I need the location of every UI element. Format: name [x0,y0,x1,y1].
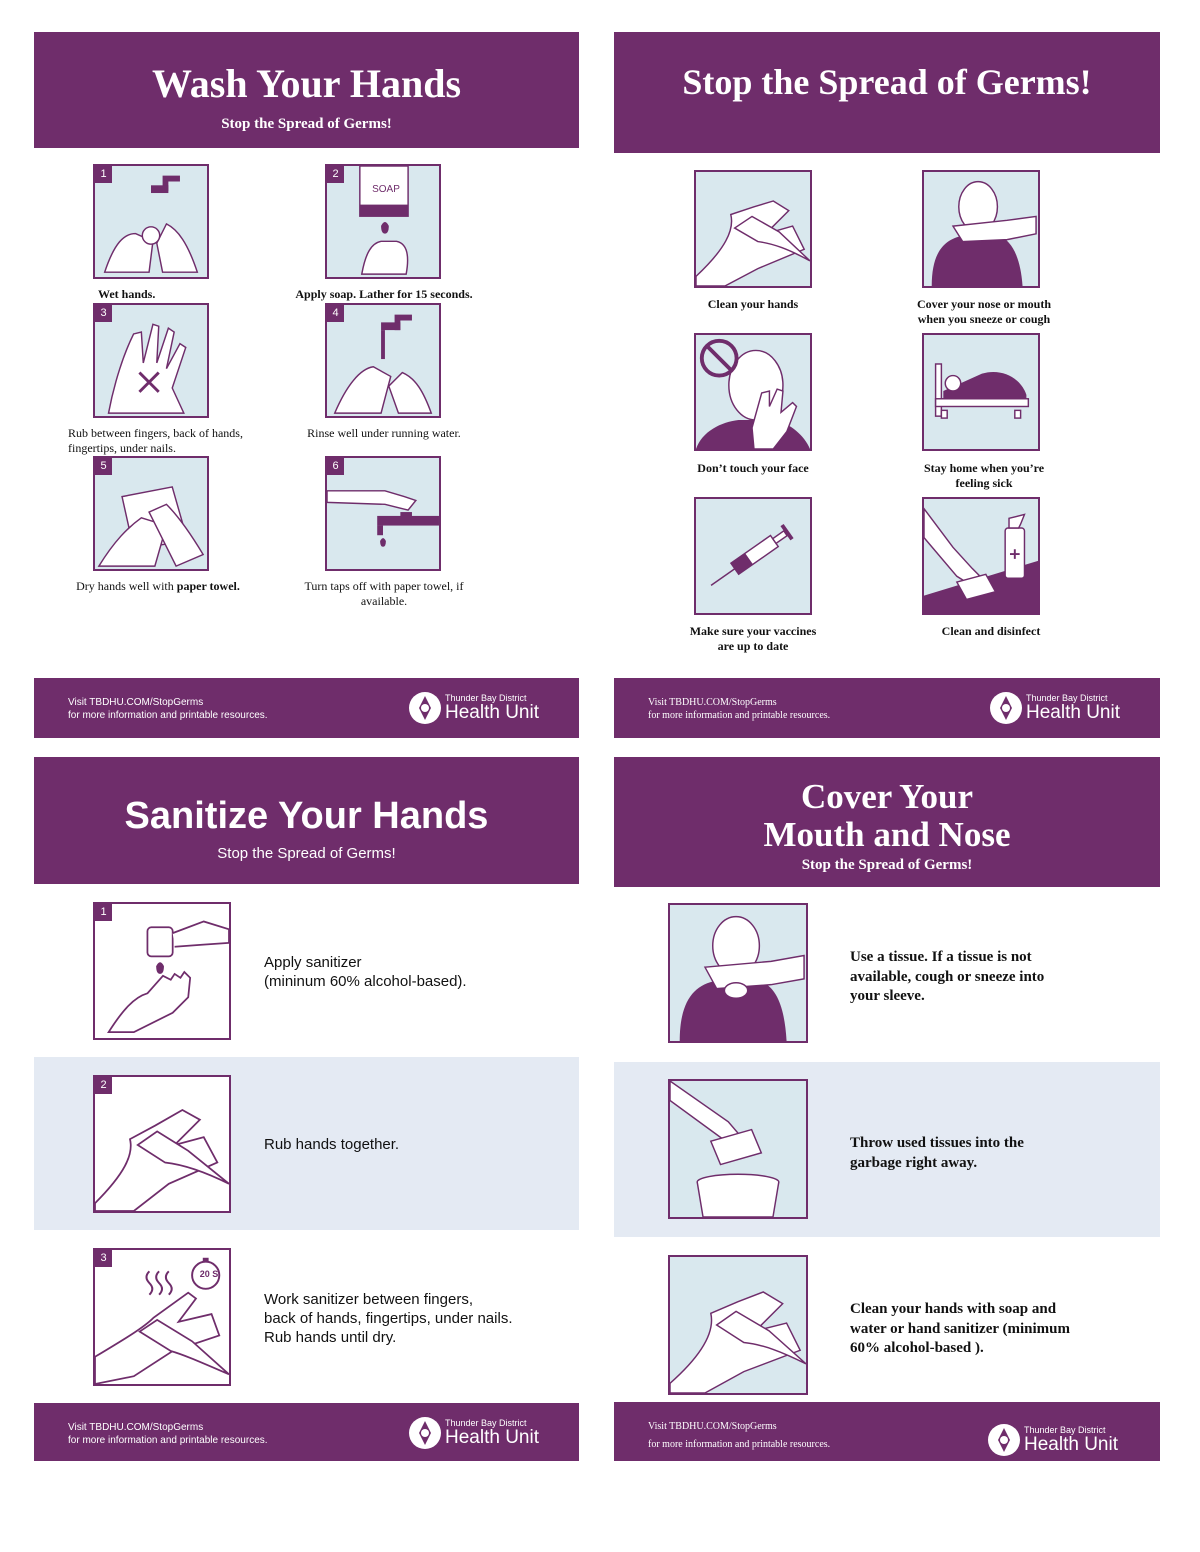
poster-footer [614,678,1160,738]
poster-footer [34,1403,579,1461]
poster-title-line: Mouth and Nose [763,815,1011,854]
visit-info-text: for more information and printable resources. [68,710,268,721]
cough-elbow-icon [924,172,1038,286]
visit-url-text: Visit TBDHU.COM/StopGerms [68,1422,204,1433]
step-line: Apply sanitizer [264,954,362,971]
step-number: 1 [95,904,112,921]
stop-spread-poster [614,32,1160,738]
caption-line: when you sneeze or cough [917,312,1051,326]
visit-info-text: for more information and printable resources. [648,1439,831,1450]
hands-rubbing-icon [670,1257,806,1393]
clean-hands-illustration [694,170,812,288]
step-line: 60% alcohol-based ). [850,1340,984,1356]
health-unit-logo [407,1415,543,1451]
step-line: Use a tissue. If a tissue is not [850,949,1032,965]
footer-visit [648,1418,830,1454]
caption-line: Make sure your vaccines [689,624,817,638]
cough-sleeve-illustration [668,903,808,1043]
rinse-hands-illustration [325,303,441,418]
logo-mark-icon [986,1422,1022,1458]
step-caption [58,579,258,594]
step-text [850,948,1044,1007]
item-caption [658,624,848,654]
caption-line: Cover your nose or mouth [916,297,1051,311]
soap-label: SOAP [372,184,400,195]
clean-hands-soap-illustration [668,1255,808,1395]
step-number: 3 [95,1250,112,1267]
visit-url-text: Visit TBDHU.COM/StopGerms [648,1421,777,1432]
hands-rubbing-icon [95,1077,229,1211]
caption-emphasis: paper towel. [176,579,240,593]
syringe-icon [696,499,810,613]
step-line: Rub hands until dry. [264,1329,397,1346]
step-number: 3 [95,305,112,322]
logo-mark-icon [988,690,1024,726]
step-text [264,1135,399,1154]
poster-subtitle: Stop the Spread of Germs! [217,845,396,862]
step-text [850,1134,1024,1173]
step-caption: Turn taps off with paper towel, if available. [304,579,464,608]
poster-title: Sanitize Your Hands [124,795,489,837]
no-touch-icon [696,335,810,449]
caption-line: Stay home when you’re [923,461,1045,475]
wash-hands-poster [34,32,579,738]
footer-visit [68,696,268,722]
rub-hands-together-illustration [93,1075,231,1213]
step-text [264,1290,512,1347]
step-line: Work sanitizer between fingers, [264,1291,473,1308]
bed-icon [924,335,1038,449]
poster-header [614,32,1160,153]
health-unit-logo [407,690,543,726]
health-unit-logo [986,1422,1122,1458]
no-touch-face-illustration [694,333,812,451]
step-line: back of hands, fingertips, under nails. [264,1310,513,1327]
poster-title-line: Cover Your [800,777,974,816]
caption-text: Dry hands well with [76,579,177,593]
visit-url-text: Visit TBDHU.COM/StopGerms [648,697,777,708]
step-number: 2 [327,166,344,183]
step-text [264,953,467,991]
visit-info-text: for more information and printable resources. [68,1435,268,1446]
footer-visit [68,1421,268,1447]
logo-unit-text: Health Unit [1026,702,1120,723]
poster-subtitle: Stop the Spread of Germs! [221,116,392,132]
hands-rubbing-icon [696,172,810,286]
vaccine-illustration [694,497,812,615]
turn-taps-off-illustration [325,456,441,571]
cover-mouth-poster [614,757,1160,1461]
timer-label: 20 S [199,1269,219,1279]
apply-sanitizer-illustration [93,902,231,1040]
poster-header [34,757,579,884]
logo-org-text: Thunder Bay District [1024,1425,1106,1435]
item-caption: Don’t touch your face [697,461,809,475]
health-unit-logo [988,690,1124,726]
logo-org-text: Thunder Bay District [445,1418,527,1428]
item-caption: Clean your hands [707,297,799,311]
throw-tissue-illustration [668,1079,808,1219]
item-caption: Clean and disinfect [941,624,1041,638]
poster-footer [614,1402,1160,1461]
step-line: water or hand sanitizer (minimum [850,1320,1070,1337]
step-number: 4 [327,305,344,322]
logo-unit-text: Health Unit [445,702,539,723]
step-line: (mininum 60% alcohol-based). [264,973,467,990]
wet-hands-illustration [93,164,209,279]
rub-hands-illustration [93,303,209,418]
logo-org-text: Thunder Bay District [445,693,527,703]
sanitize-hands-poster [34,757,579,1461]
step-number: 1 [95,166,112,183]
poster-header [614,757,1160,887]
poster-header [34,32,579,148]
caption-line: feeling sick [955,476,1013,490]
step-number: 2 [95,1077,112,1094]
item-caption [886,461,1082,491]
step-line: available, cough or sneeze into [850,968,1045,985]
logo-unit-text: Health Unit [1024,1434,1118,1455]
logo-mark-icon [407,1415,443,1451]
visit-info-text: for more information and printable resources. [648,710,831,721]
step-caption: Wet hands. [98,287,156,301]
caption-line: are up to date [717,639,789,653]
step-number: 6 [327,458,344,475]
step-line: garbage right away. [850,1154,978,1171]
footer-visit [648,696,830,722]
step-text [850,1300,1070,1359]
logo-mark-icon [407,690,443,726]
garbage-bin-icon [670,1081,806,1217]
cover-cough-illustration [922,170,1040,288]
poster-title: Wash Your Hands [151,61,462,106]
stay-home-illustration [922,333,1040,451]
visit-url-text: Visit TBDHU.COM/StopGerms [68,697,204,708]
logo-unit-text: Health Unit [445,1427,539,1448]
work-sanitizer-illustration [93,1248,231,1386]
sanitizer-bottle-icon [95,904,229,1038]
poster-footer [34,678,579,738]
step-number: 5 [95,458,112,475]
poster-subtitle: Stop the Spread of Germs! [801,857,973,873]
step-caption: Apply soap. Lather for 15 seconds. [295,287,473,301]
step-line: Clean your hands with soap and [850,1301,1057,1317]
step-caption: Rub between fingers, back of hands, fingertips, under nails. [68,426,243,455]
item-caption [886,297,1082,327]
dry-hands-illustration [93,456,209,571]
step-line: your sleeve. [850,988,925,1004]
logo-org-text: Thunder Bay District [1026,693,1108,703]
apply-soap-illustration [325,164,441,279]
step-line: Throw used tissues into the [850,1135,1024,1151]
poster-title: Stop the Spread of Germs! [682,62,1092,102]
clean-disinfect-illustration [922,497,1040,615]
step-line: Rub hands together. [264,1136,400,1153]
step-caption: Rinse well under running water. [307,426,461,440]
cough-elbow-icon [670,905,806,1041]
spray-bottle-icon [924,499,1038,613]
